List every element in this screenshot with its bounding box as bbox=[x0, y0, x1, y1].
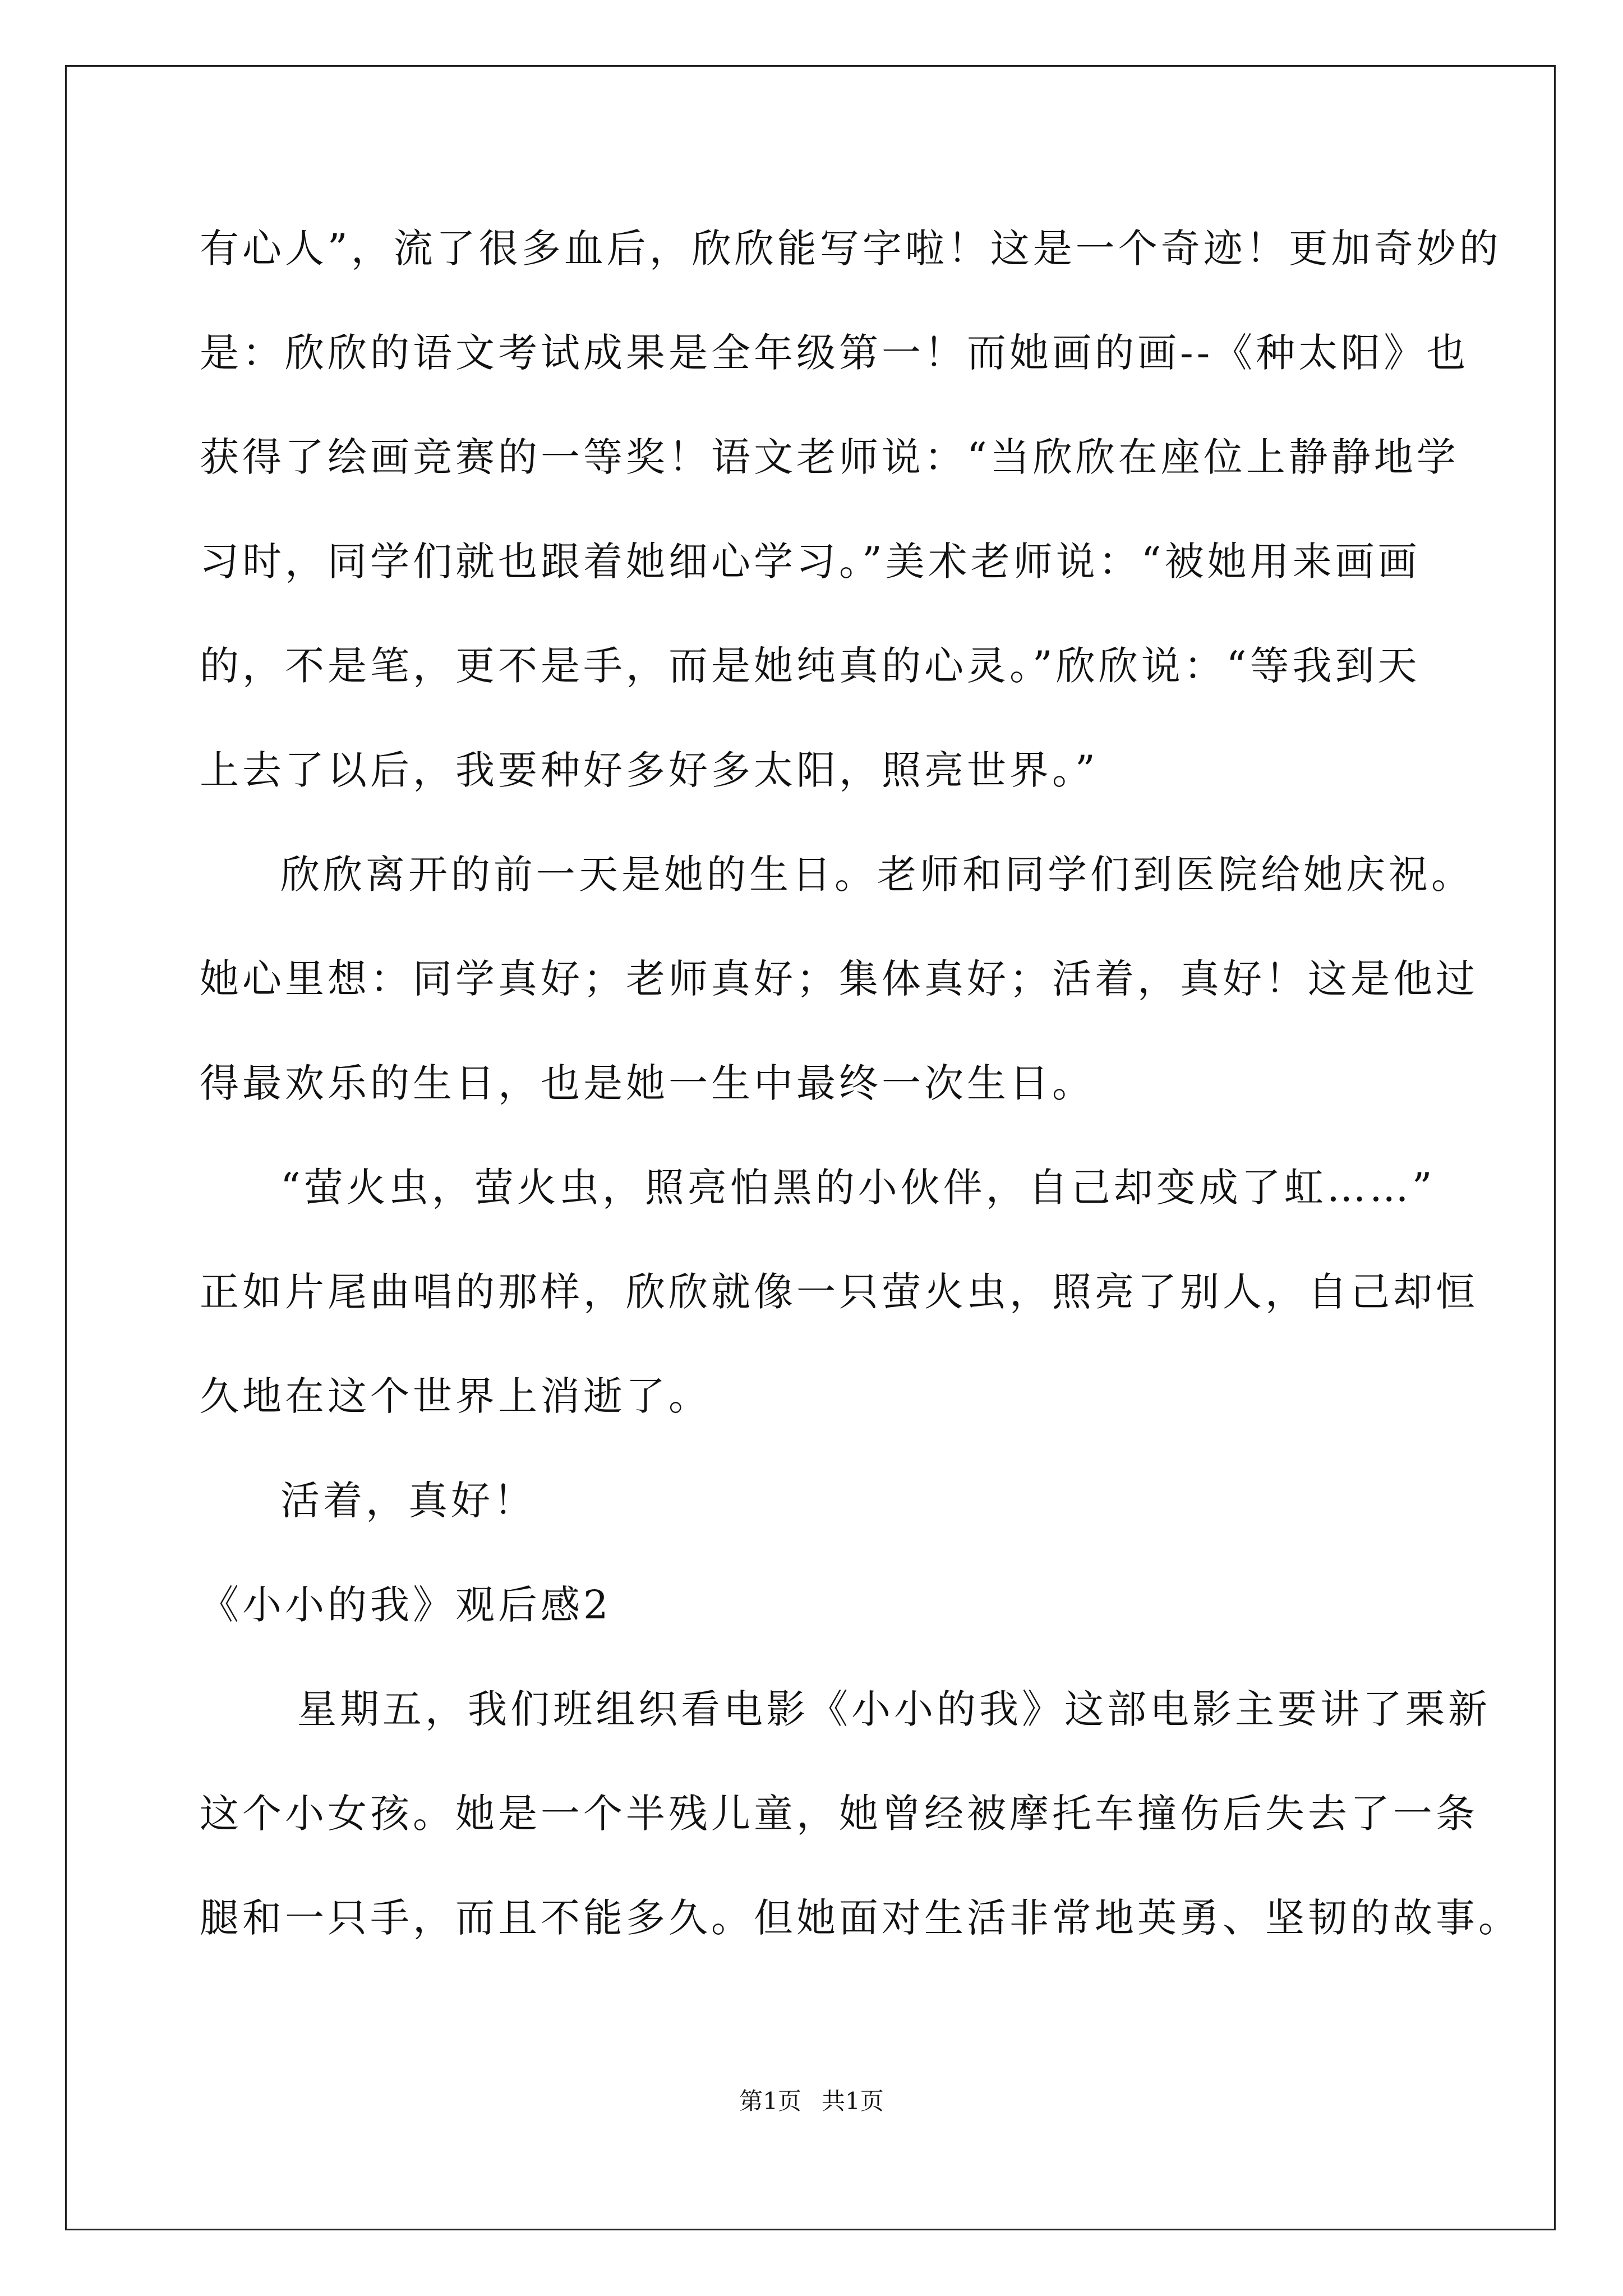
text-line: 正如片尾曲唱的那样，欣欣就像一只萤火虫，照亮了别人，自己却恒 bbox=[200, 1269, 1478, 1315]
text-line: 有心人”，流了很多血后，欣欣能写字啦！这是一个奇迹！更加奇妙的 bbox=[200, 226, 1502, 272]
text-line: 活着，真好！ bbox=[280, 1478, 536, 1524]
text-line: 这个小女孩。她是一个半残儿童，她曾经被摩托车撞伤后失去了一条 bbox=[200, 1791, 1478, 1837]
page-number: 第1页 bbox=[739, 2087, 801, 2115]
text-line: 久地在这个世界上消逝了。 bbox=[200, 1373, 711, 1419]
text-line: 习时，同学们就也跟着她细心学习。”美术老师说：“被她用来画画 bbox=[200, 539, 1421, 585]
text-line: 获得了绘画竞赛的一等奖！语文老师说：“当欣欣在座位上静静地学 bbox=[200, 434, 1459, 480]
text-line: 的，不是笔，更不是手，而是她纯真的心灵。”欣欣说：“等我到天 bbox=[200, 643, 1421, 689]
text-line: 星期五，我们班组织看电影《小小的我》这部电影主要讲了栗新 bbox=[297, 1686, 1491, 1732]
page-total: 共1页 bbox=[822, 2087, 884, 2115]
text-line: 上去了以后，我要种好多好多太阳，照亮世界。” bbox=[200, 747, 1099, 793]
text-line: 得最欢乐的生日，也是她一生中最终一次生日。 bbox=[200, 1060, 1095, 1106]
text-line: 腿和一只手，而且不能多久。但她面对生活非常地英勇、坚韧的故事。 bbox=[200, 1895, 1521, 1941]
text-line: “萤火虫，萤火虫，照亮怕黑的小伙伴，自己却变成了虹……” bbox=[280, 1165, 1436, 1211]
page-footer bbox=[0, 2087, 1623, 2115]
text-line: 是：欣欣的语文考试成果是全年级第一！而她画的画--《种太阳》也 bbox=[200, 330, 1469, 376]
text-line: 她心里想：同学真好；老师真好；集体真好；活着，真好！这是他过 bbox=[200, 956, 1478, 1002]
section-heading: 《小小的我》观后感2 bbox=[200, 1582, 612, 1628]
text-line: 欣欣离开的前一天是她的生日。老师和同学们到医院给她庆祝。 bbox=[280, 852, 1474, 898]
